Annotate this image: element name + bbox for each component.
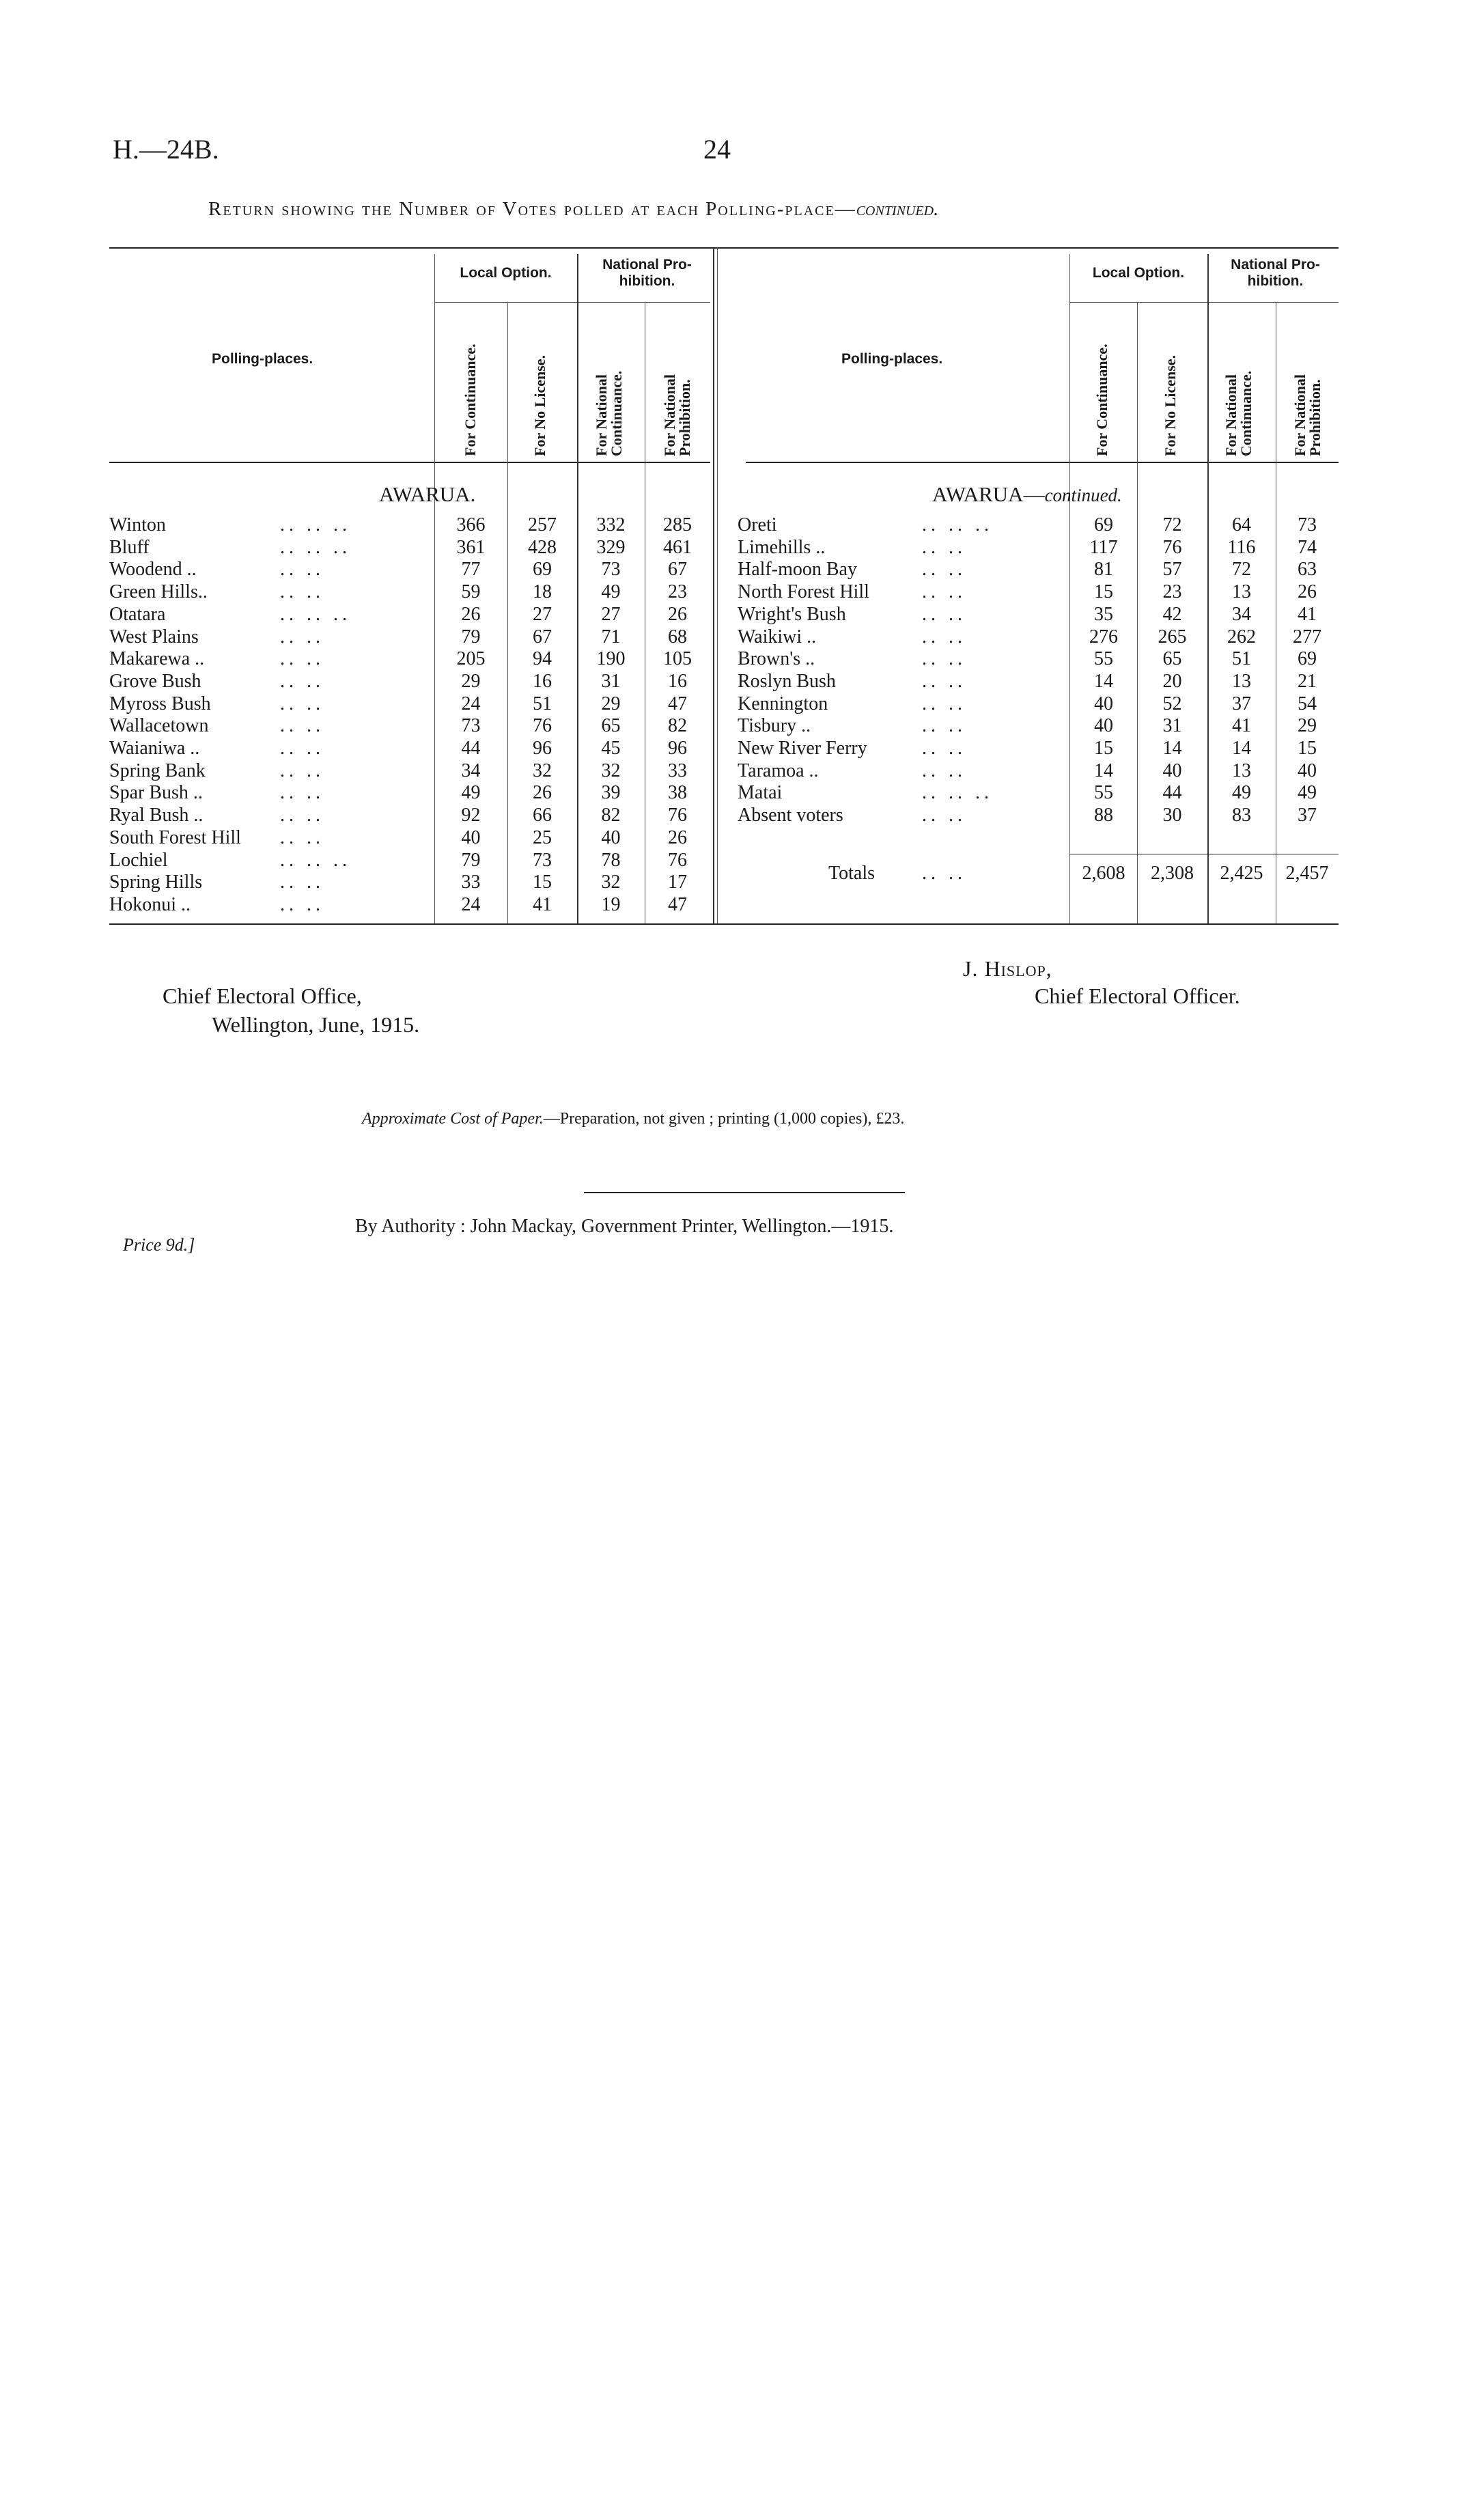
region-label-right [932,482,1122,507]
vote-count: 26 [668,826,687,848]
vote-count: 13 [1232,670,1251,692]
cost-label: Approximate Cost of Paper. [362,1110,544,1128]
vote-count: 96 [668,738,687,759]
leader-dots: .. .. .. [280,849,351,871]
vote-count: 59 [461,581,481,603]
vote-count: 92 [461,805,481,826]
vote-count: 82 [668,715,687,737]
header-polling-places-left: Polling-places. [212,351,313,367]
vote-count: 65 [1162,648,1182,670]
totals-value-2: 2,308 [1151,863,1194,884]
vote-count: 361 [456,536,486,558]
table-row [738,714,1339,737]
table-row [109,514,710,536]
vote-count: 81 [1094,559,1113,581]
vote-count: 332 [596,514,626,535]
polling-place-name: Waikiwi .. [738,626,817,647]
leader-dots: .. .. [280,693,324,714]
vote-count: 17 [668,872,687,893]
vote-count: 21 [1298,670,1317,692]
leader-dots: .. .. .. [280,603,351,625]
vote-count: 35 [1094,603,1113,625]
office-name: Chief Electoral Office, [163,984,362,1008]
vote-count: 38 [668,782,687,804]
vote-count: 69 [1298,648,1317,670]
vote-count: 34 [1232,603,1251,625]
centre-divider-2 [717,247,718,923]
vote-count: 30 [1162,805,1182,826]
table-title-main: Return showing the Number of Votes polled at each Polling-place— [208,198,856,220]
vote-count: 44 [1162,782,1182,804]
vote-count: 37 [1298,805,1317,826]
totals-label: Totals [828,863,876,884]
vote-count: 55 [1094,648,1113,670]
header-local-option-left: Local Option. [460,265,552,281]
vote-count: 366 [456,514,486,535]
table-row [738,514,1339,536]
vote-count: 66 [533,805,552,826]
polling-place-name: Bluff [109,536,150,558]
vote-count: 55 [1094,782,1113,804]
vote-count: 14 [1094,760,1113,781]
header-bottom-rule-left [109,462,710,463]
leader-dots: .. .. [280,805,324,826]
polling-place-name: Ryal Bush .. [109,805,204,826]
leader-dots: .. .. [280,760,324,781]
polling-place-name: Wallacetown [109,715,209,737]
leader-dots: .. .. [922,536,966,558]
vote-count: 40 [1162,760,1182,781]
vote-count: 83 [1232,805,1251,826]
table-title [208,198,938,221]
table-row [109,737,710,760]
vote-count: 16 [668,670,687,692]
header-national-prohibition-left: National Pro-hibition. [602,257,692,289]
table-row [738,626,1339,648]
polling-place-name: Otatara [109,603,166,625]
vote-count: 29 [601,693,621,714]
vote-count: 71 [601,626,621,647]
vote-count: 13 [1232,760,1251,781]
leader-dots: .. .. [922,559,966,581]
vote-count: 117 [1089,536,1118,558]
vote-count: 14 [1094,670,1113,692]
vote-count: 42 [1162,603,1182,625]
vote-count: 18 [533,581,552,603]
vote-count: 64 [1232,514,1251,535]
vote-count: 79 [461,849,481,871]
vote-count: 77 [461,559,481,581]
polling-place-name: Lochiel [109,849,168,871]
vote-count: 40 [461,826,481,848]
vote-count: 24 [461,893,481,915]
table-row [109,603,710,626]
table-row [109,670,710,693]
table-row [738,581,1339,603]
vote-count: 73 [461,715,481,737]
table-row [109,558,710,581]
vote-count: 26 [668,603,687,625]
vote-count: 15 [1094,738,1113,759]
vote-count: 15 [1298,738,1317,759]
vote-count: 16 [533,670,552,692]
vote-count: 63 [1298,559,1317,581]
leader-dots: .. .. [280,648,324,670]
polling-place-name: Brown's .. [738,648,815,670]
vote-count: 40 [1094,715,1113,737]
vote-count: 40 [1094,693,1113,714]
leader-dots: .. .. [922,738,966,759]
vote-count: 72 [1162,514,1182,535]
table-bottom-rule [109,923,1339,925]
table-row [738,647,1339,670]
vote-count: 52 [1162,693,1182,714]
vote-count: 49 [461,782,481,804]
leader-dots: .. .. [280,893,324,915]
polling-place-name: New River Ferry [738,738,867,759]
header-local-option-right: Local Option. [1092,265,1185,281]
vote-count: 27 [533,603,552,625]
centre-divider [713,247,714,923]
table-row [109,714,710,737]
header-for-national-continuance-right: For National Continuance. [1222,370,1255,456]
vote-count: 67 [668,559,687,581]
polling-place-name: Grove Bush [109,670,201,692]
polling-place-name: Oreti [738,514,777,535]
polling-place-name: Matai [738,782,783,804]
vote-count: 428 [528,536,557,558]
vote-count: 73 [1298,514,1317,535]
table-row [738,603,1339,626]
vote-count: 277 [1293,626,1321,647]
header-for-no-license-left: For No License. [531,354,548,456]
vote-count: 47 [668,893,687,915]
group-rule-right [1069,302,1339,303]
header-for-national-prohibition-right: For National Prohibition. [1291,374,1324,456]
vote-count: 19 [601,893,621,915]
header-polling-places-right: Polling-places. [841,351,943,367]
table-row [738,536,1339,559]
vote-count: 31 [1162,715,1182,737]
header-national-prohibition-right: National Pro-hibition. [1231,257,1320,289]
header-for-continuance-right: For Continuance. [1093,344,1110,456]
vote-count: 79 [461,626,481,647]
vote-count: 76 [668,849,687,871]
vote-count: 76 [668,805,687,826]
table-title-continued: continued. [856,198,939,220]
polling-place-name: Woodend .. [109,559,197,581]
vote-count: 24 [461,693,481,714]
vote-count: 54 [1298,693,1317,714]
vote-count: 45 [601,738,621,759]
table-row [109,871,710,893]
polling-place-name: Myross Bush [109,693,211,714]
table-row [738,558,1339,581]
table-row [738,760,1339,782]
printer-authority: By Authority : John Mackay, Government Printer, Wellington.—1915. [355,1216,894,1237]
region-label-right-continued: continued. [1044,485,1122,505]
polling-place-name: Waianiwa .. [109,738,200,759]
place-and-date: Wellington, June, 1915. [212,1012,420,1037]
leader-dots: .. .. [922,805,966,826]
table-row [738,737,1339,760]
vote-count: 94 [533,648,552,670]
document-reference: H.—24B. [113,134,219,165]
vote-count: 69 [1094,514,1113,535]
region-label-right-text: AWARUA— [932,482,1045,506]
vote-count: 51 [1232,648,1251,670]
vote-count: 51 [533,693,552,714]
vote-count: 276 [1089,626,1118,647]
leader-dots: .. .. [922,760,966,781]
table-row [738,670,1339,693]
vote-count: 37 [1232,693,1251,714]
leader-dots: .. .. [922,581,966,603]
polling-place-name: Limehills .. [738,536,826,558]
leader-dots: .. .. [280,872,324,893]
vote-count: 26 [461,603,481,625]
vote-count: 49 [1298,782,1317,804]
signatory-title: Chief Electoral Officer. [1035,984,1240,1008]
cost-text: —Preparation, not given ; printing (1,000 copies), £23. [543,1110,905,1128]
vote-count: 65 [601,715,621,737]
table-row [109,693,710,715]
vote-count: 49 [601,581,621,603]
header-for-national-prohibition-left: For National Prohibition. [661,374,693,456]
vote-count: 105 [663,648,692,670]
polling-place-name: Roslyn Bush [738,670,836,692]
table-row [109,804,710,826]
group-rule-left [434,302,710,303]
totals-value-4: 2,457 [1285,863,1329,884]
polling-place-name: West Plains [109,626,199,647]
vote-count: 40 [1298,760,1317,781]
table-row [109,536,710,559]
vote-count: 27 [601,603,621,625]
vote-count: 39 [601,782,621,804]
table-row [109,893,710,916]
vote-count: 34 [461,760,481,781]
leader-dots: .. .. [922,693,966,714]
vote-count: 285 [663,514,692,535]
vote-count: 25 [533,826,552,848]
table-row [109,781,710,804]
vote-count: 41 [1298,603,1317,625]
polling-place-name: Green Hills.. [109,581,208,603]
polling-place-name: Half-moon Bay [738,559,857,581]
vote-count: 32 [533,760,552,781]
totals-value-3: 2,425 [1220,863,1263,884]
vote-count: 74 [1298,536,1317,558]
header-for-no-license-right: For No License. [1162,354,1179,456]
vote-count: 47 [668,693,687,714]
vote-count: 26 [533,782,552,804]
region-label-left: AWARUA. [379,482,476,506]
table-row [738,781,1339,804]
signatory-name: J. Hislop, [963,956,1052,981]
vote-count: 72 [1232,559,1251,581]
polling-place-name: Kennington [738,693,828,714]
table-row [738,804,1339,826]
vote-count: 14 [1162,738,1182,759]
footer-rule [584,1192,905,1193]
polling-place-name: Taramoa .. [738,760,819,781]
vote-count: 32 [601,760,621,781]
polling-place-name: Hokonui .. [109,893,191,915]
header-bottom-rule-right [746,462,1339,463]
vote-count: 41 [1232,715,1251,737]
leader-dots: .. .. [922,648,966,670]
leader-dots: .. .. [280,559,324,581]
vote-count: 76 [1162,536,1182,558]
leader-dots: .. .. [922,626,966,647]
vote-count: 14 [1232,738,1251,759]
vote-count: 78 [601,849,621,871]
leader-dots: .. .. [280,826,324,848]
vote-count: 15 [533,872,552,893]
leader-dots: .. .. [922,603,966,625]
leader-dots: .. .. [922,670,966,692]
vote-count: 15 [1094,581,1113,603]
vote-count: 44 [461,738,481,759]
leader-dots: .. .. [280,738,324,759]
polling-place-name: Spring Bank [109,760,206,781]
vote-count: 73 [533,849,552,871]
vote-count: 96 [533,738,552,759]
leader-dots: .. .. [280,581,324,603]
vote-count: 32 [601,872,621,893]
table-row [109,849,710,872]
polling-place-name: Winton [109,514,166,535]
polling-place-name: Spring Hills [109,872,203,893]
vote-count: 26 [1298,581,1317,603]
vote-count: 76 [533,715,552,737]
vote-count: 69 [533,559,552,581]
polling-place-name: Spar Bush .. [109,782,203,804]
vote-count: 257 [528,514,557,535]
polling-place-name: Wright's Bush [738,603,846,625]
vote-count: 67 [533,626,552,647]
totals-value-1: 2,608 [1082,863,1125,884]
table-row [109,826,710,849]
vote-count: 461 [663,536,692,558]
cost-of-paper [362,1110,904,1128]
leader-dots: .. .. [922,715,966,737]
vote-count: 29 [461,670,481,692]
vote-count: 57 [1162,559,1182,581]
leader-dots: .. .. .. [922,782,993,804]
table-row [109,626,710,648]
leader-dots: .. .. .. [280,514,351,535]
totals-dots: .. .. [922,863,966,884]
vote-count: 82 [601,805,621,826]
vote-count: 190 [596,648,626,670]
header-for-national-continuance-left: For National Continuance. [593,370,625,456]
polling-place-name: North Forest Hill [738,581,869,603]
vote-count: 88 [1094,805,1113,826]
polling-place-name: Makarewa .. [109,648,205,670]
vote-count: 33 [668,760,687,781]
leader-dots: .. .. [280,670,324,692]
vote-count: 41 [533,893,552,915]
page-number: 24 [703,134,731,165]
vote-count: 73 [601,559,621,581]
vote-count: 49 [1232,782,1251,804]
leader-dots: .. .. [280,782,324,804]
vote-count: 68 [668,626,687,647]
leader-dots: .. .. [280,715,324,737]
table-row [109,581,710,603]
header-for-continuance-left: For Continuance. [462,344,479,456]
leader-dots: .. .. [280,626,324,647]
vote-count: 40 [601,826,621,848]
polling-place-name: Tisbury .. [738,715,811,737]
vote-count: 265 [1158,626,1187,647]
table-row [109,647,710,670]
totals-row [738,862,1339,885]
table-row [109,760,710,782]
polling-place-name: Absent voters [738,805,843,826]
vote-count: 31 [601,670,621,692]
leader-dots: .. .. .. [922,514,993,535]
polling-place-name: South Forest Hill [109,826,241,848]
vote-count: 33 [461,872,481,893]
vote-count: 13 [1232,581,1251,603]
vote-count: 29 [1298,715,1317,737]
leader-dots: .. .. .. [280,536,351,558]
vote-count: 205 [456,648,486,670]
vote-count: 329 [596,536,626,558]
table-top-rule [109,247,1339,249]
vote-count: 20 [1162,670,1182,692]
vote-count: 116 [1227,536,1256,558]
price: Price 9d.] [123,1235,195,1255]
vote-count: 262 [1227,626,1256,647]
vote-count: 23 [668,581,687,603]
vote-count: 23 [1162,581,1182,603]
table-row [738,693,1339,715]
